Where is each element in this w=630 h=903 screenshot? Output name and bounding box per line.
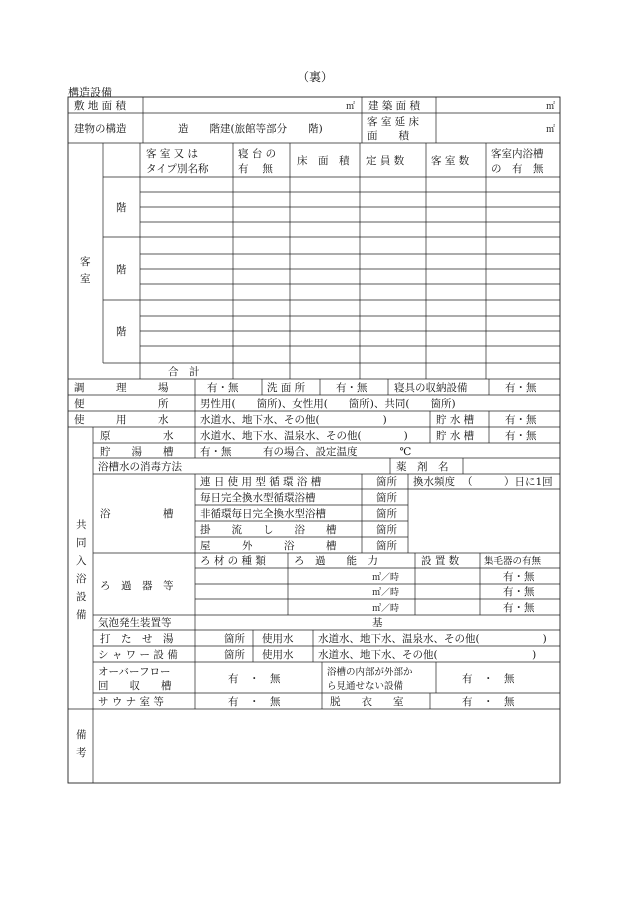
floor-area-unit: ㎡ — [546, 125, 556, 135]
interior-label-b: ら見通せない設備 — [327, 681, 404, 692]
pour-label: 打 た せ 湯 — [100, 633, 174, 645]
tub-type-3: 非循環毎日完全換水型浴槽 — [200, 508, 326, 520]
structure-value: 造 階建(旅館等部分 階) — [178, 123, 323, 135]
hot-tank-label: 貯 湯 槽 — [100, 446, 174, 458]
collector-value-2: 有・無 — [503, 586, 535, 598]
site-area-label: 敷 地 面 積 — [74, 100, 127, 112]
shower-count: 箇所 — [224, 649, 245, 661]
flow-unit-1: ㎥／時 — [372, 573, 400, 583]
tub-count-5: 箇所 — [376, 540, 397, 552]
kitchen-value: 有・無 — [207, 382, 239, 394]
tub-label: 浴 槽 — [100, 508, 174, 520]
bedding-value: 有・無 — [505, 382, 537, 394]
floor-label-2: 階 — [116, 264, 127, 276]
remarks-label-b: 考 — [76, 747, 87, 759]
bath-label-5: 設 — [76, 591, 87, 603]
water-label: 使 用 水 — [74, 414, 169, 426]
hot-tank-value: 有・無 有の場合、設定温度 ℃ — [200, 446, 412, 458]
overflow-label-b: 回 収 槽 — [98, 680, 172, 692]
foam-unit: 基 — [372, 617, 383, 629]
dressing-label: 脱 衣 室 — [330, 696, 404, 708]
site-area-unit: ㎡ — [346, 102, 356, 112]
tub-type-2: 毎日完全換水型循環浴槽 — [200, 492, 316, 504]
filter-col-capacity: ろ 過 能 力 — [294, 555, 378, 567]
filter-col-count: 設 置 数 — [421, 555, 460, 567]
collector-value-3: 有・無 — [503, 602, 535, 614]
filter-col-collector: 集毛器の有無 — [484, 556, 542, 567]
tank-label: 貯 水 槽 — [436, 414, 475, 426]
col-bath-b: の 有 無 — [491, 163, 544, 175]
remarks-label-a: 備 — [76, 729, 87, 741]
toilet-value: 男性用( 箇所)、女性用( 箇所)、共同( 箇所) — [200, 398, 456, 410]
col-room-name-b: タイプ別名称 — [146, 163, 209, 175]
flow-unit-2: ㎥／時 — [372, 588, 400, 598]
structure-label: 建物の構造 — [74, 123, 127, 135]
kitchen-label: 調 理 場 — [74, 382, 169, 394]
change-frequency-value: （ ）日に1回 — [462, 476, 553, 488]
bedding-label: 寝具の収納設備 — [394, 382, 468, 394]
flow-unit-3: ㎥／時 — [372, 604, 400, 614]
floor-label-3: 階 — [116, 326, 127, 338]
source-value: 水道水、地下水、温泉水、その他( ) — [200, 430, 408, 442]
bath-label-1: 共 — [76, 519, 87, 531]
col-bath-a: 客室内浴槽 — [491, 148, 544, 160]
tub-type-5: 屋 外 浴 槽 — [200, 540, 337, 552]
floor-label-1: 階 — [116, 202, 127, 214]
collector-value-1: 有・無 — [503, 571, 535, 583]
tub-count-1: 箇所 — [376, 476, 397, 488]
pour-count: 箇所 — [224, 633, 245, 645]
overflow-value: 有 ・ 無 — [228, 673, 281, 685]
interior-label-a: 浴槽の内部が外部か — [327, 667, 413, 678]
col-room-name-a: 客 室 又 は — [146, 148, 199, 160]
shower-water-label: 使用水 — [262, 649, 294, 661]
change-frequency-label: 換水頻度 — [413, 476, 455, 488]
foam-label: 気泡発生装置等 — [98, 617, 172, 629]
tank-value: 有・無 — [505, 414, 537, 426]
filter-col-media: ろ 材 の 種 類 — [200, 555, 266, 567]
washroom-label: 洗 面 所 — [267, 382, 306, 394]
tub-count-3: 箇所 — [376, 508, 397, 520]
rooms-total: 合 計 — [168, 366, 200, 378]
col-bed-a: 寝 台 の — [238, 148, 277, 160]
floor-area-label-a: 客 室 延 床 — [367, 116, 420, 128]
floor-area-label-b: 面 積 — [367, 130, 409, 142]
shower-label: シ ャ ワ ー 設 備 — [98, 649, 178, 661]
col-room-count: 客 室 数 — [431, 155, 470, 167]
bath-label-2: 同 — [76, 537, 87, 549]
bath-tank-value: 有・無 — [505, 430, 537, 442]
tub-type-1: 連 日 使 用 型 循 環 浴 槽 — [200, 476, 322, 488]
bath-label-6: 備 — [76, 609, 87, 621]
bath-label-3: 入 — [76, 555, 87, 567]
interior-value: 有 ・ 無 — [462, 673, 515, 685]
col-floor-area: 床 面 積 — [297, 155, 350, 167]
source-label: 原 水 — [100, 430, 174, 442]
water-value: 水道水、地下水、その他( ) — [200, 414, 387, 426]
building-area-label: 建 築 面 積 — [368, 100, 421, 112]
bath-label-4: 浴 — [76, 573, 87, 585]
agent-label: 薬 剤 名 — [396, 461, 449, 473]
tub-type-4: 掛 流 し 浴 槽 — [200, 524, 337, 536]
col-capacity: 定 員 数 — [366, 155, 405, 167]
overflow-label-a: オーバーフロー — [98, 666, 171, 678]
toilet-label: 便 所 — [74, 398, 169, 410]
washroom-value: 有・無 — [336, 382, 368, 394]
page-side-label: （裏） — [296, 70, 333, 84]
pour-water-label: 使用水 — [262, 633, 294, 645]
filter-label: ろ 過 器 等 — [100, 580, 174, 592]
dressing-value: 有 ・ 無 — [462, 696, 515, 708]
col-bed-b: 有 無 — [238, 163, 273, 175]
rooms-label-b: 室 — [80, 273, 91, 285]
tub-count-4: 箇所 — [376, 524, 397, 536]
shower-water-value: 水道水、地下水、その他( ) — [318, 649, 537, 661]
bath-tank-label: 貯 水 槽 — [436, 430, 475, 442]
tub-count-2: 箇所 — [376, 492, 397, 504]
pour-water-value: 水道水、地下水、温泉水、その他( ) — [318, 633, 547, 645]
section-title: 構造設備 — [68, 86, 112, 99]
sauna-label: サ ウ ナ 室 等 — [98, 696, 164, 708]
rooms-label-a: 客 — [80, 256, 91, 268]
sauna-value: 有 ・ 無 — [228, 696, 281, 708]
building-area-unit: ㎡ — [546, 102, 556, 112]
disinfect-label: 浴槽水の消毒方法 — [98, 461, 182, 473]
